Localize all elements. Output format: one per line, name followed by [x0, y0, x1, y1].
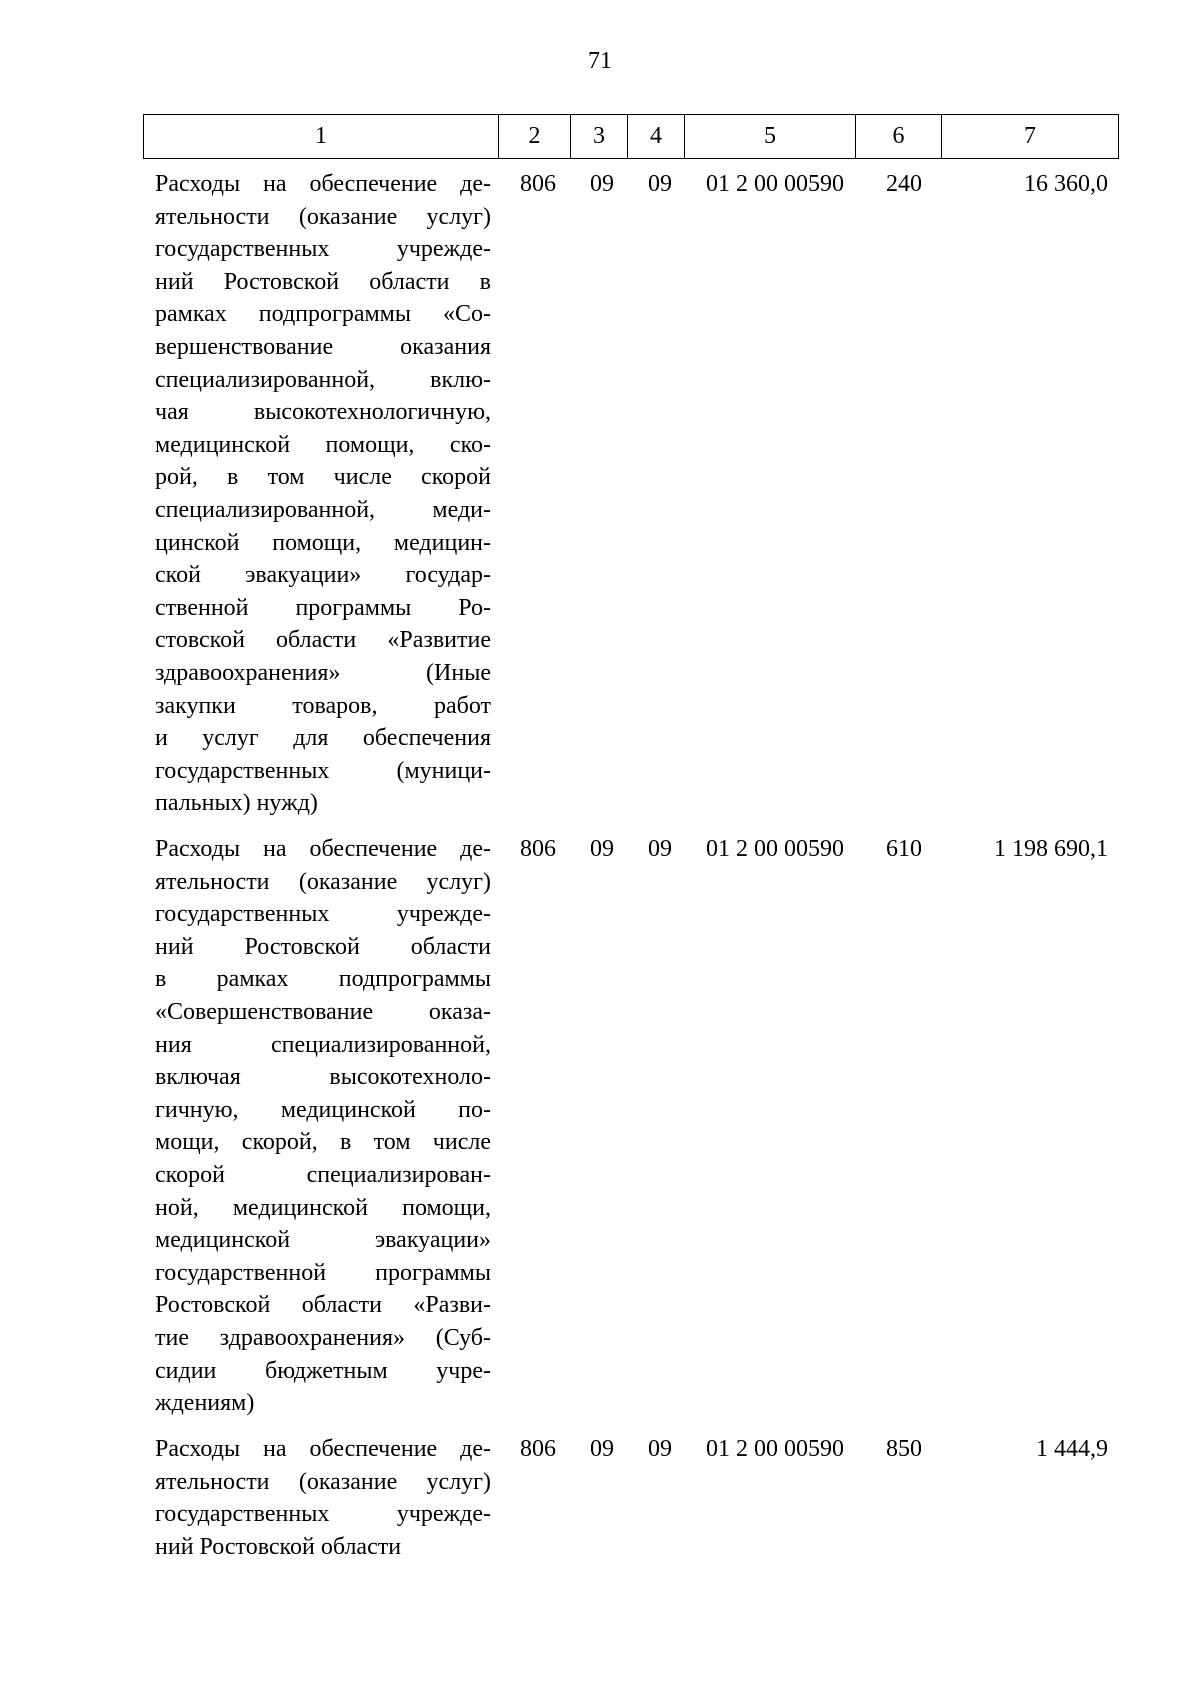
row-description-line: мощи, скорой, в том числе: [155, 1129, 491, 1156]
row-description-line: государственных учрежде-: [155, 1501, 491, 1528]
row-code-subsection: 09: [648, 1436, 672, 1462]
row-code-expense-type: 850: [886, 1436, 922, 1462]
row-description-line: гичную, медицинской по-: [155, 1096, 491, 1123]
row-description-line: ния специализированной,: [155, 1031, 491, 1058]
row-description-line: ятельности (оказание услуг): [155, 868, 491, 895]
row-code-target: 01 2 00 00590: [706, 171, 844, 197]
row-amount: 16 360,0: [1024, 171, 1108, 197]
row-code-ministry: 806: [520, 171, 556, 197]
row-description-line: сидии бюджетным учре-: [155, 1357, 491, 1384]
row-description-line: закупки товаров, работ: [155, 692, 491, 719]
table-header: [143, 114, 1119, 159]
row-description-line: ской эвакуации» государ-: [155, 562, 491, 589]
header-col-7: 7: [942, 115, 1119, 159]
row-description-line: «Совершенствование оказа-: [155, 998, 491, 1025]
row-description-line: ятельности (оказание услуг): [155, 1468, 491, 1495]
header-col-5: 5: [685, 115, 856, 159]
row-description-line: Расходы на обеспечение де-: [155, 171, 491, 197]
row-description-line: ний Ростовской области в: [155, 268, 491, 295]
row-code-subsection: 09: [648, 836, 672, 862]
row-description-line: государственных (муници-: [155, 757, 491, 784]
row-description-line: стовской области «Развитие: [155, 627, 491, 654]
header-col-3: 3: [571, 115, 628, 159]
row-description-line: скорой специализирован-: [155, 1161, 491, 1188]
row-description-line: специализированной, меди-: [155, 496, 491, 523]
row-description-line: Ростовской области «Разви-: [155, 1292, 491, 1319]
row-description-line: цинской помощи, медицин-: [155, 529, 491, 556]
row-amount: 1 444,9: [1036, 1436, 1108, 1462]
row-description-line: чая высокотехнологичную,: [155, 399, 491, 426]
row-description: [155, 833, 491, 1420]
row-description-line: здравоохранения» (Иные: [155, 659, 491, 686]
row-description-line: ственной программы Ро-: [155, 594, 491, 621]
row-code-ministry: 806: [520, 1436, 556, 1462]
row-code-subsection: 09: [648, 171, 672, 197]
row-description-line: в рамках подпрограммы: [155, 966, 491, 993]
row-amount: 1 198 690,1: [994, 836, 1108, 862]
row-description-line: Расходы на обеспечение де-: [155, 836, 491, 862]
row-description-line: государственных учрежде-: [155, 236, 491, 263]
page-number: 71: [588, 48, 612, 74]
row-description-line: рой, в том числе скорой: [155, 464, 491, 491]
row-code-section: 09: [590, 171, 614, 197]
row-description-line: специализированной, вклю-: [155, 366, 491, 393]
header-col-4: 4: [628, 115, 685, 159]
row-description-line: включая высокотехноло-: [155, 1064, 491, 1091]
row-code-expense-type: 240: [886, 171, 922, 197]
row-code-ministry: 806: [520, 836, 556, 862]
row-code-section: 09: [590, 1436, 614, 1462]
row-description-line: медицинской помощи, ско-: [155, 431, 491, 458]
header-col-2: 2: [499, 115, 571, 159]
row-description-line: ной, медицинской помощи,: [155, 1194, 491, 1221]
row-code-expense-type: 610: [886, 836, 922, 862]
row-description-line: ятельности (оказание услуг): [155, 203, 491, 230]
row-description-line: тие здравоохранения» (Суб-: [155, 1324, 491, 1351]
row-description-line: государственной программы: [155, 1259, 491, 1286]
row-description-line: ждениям): [155, 1390, 255, 1417]
row-description-line: рамках подпрограммы «Со-: [155, 301, 491, 328]
row-description-line: вершенствование оказания: [155, 333, 491, 360]
row-description: [155, 1433, 491, 1563]
row-description-line: пальных) нужд): [155, 790, 318, 817]
row-description-line: ний Ростовской области: [155, 1533, 402, 1560]
row-description-line: медицинской эвакуации»: [155, 1227, 491, 1254]
row-code-target: 01 2 00 00590: [706, 1436, 844, 1462]
header-col-1: 1: [144, 115, 499, 159]
row-description-line: ний Ростовской области: [155, 933, 491, 960]
row-description-line: государственных учрежде-: [155, 901, 491, 928]
header-col-6: 6: [856, 115, 942, 159]
row-code-target: 01 2 00 00590: [706, 836, 844, 862]
row-description: [155, 168, 491, 820]
row-description-line: и услуг для обеспечения: [155, 725, 491, 752]
row-description-line: Расходы на обеспечение де-: [155, 1436, 491, 1462]
row-code-section: 09: [590, 836, 614, 862]
